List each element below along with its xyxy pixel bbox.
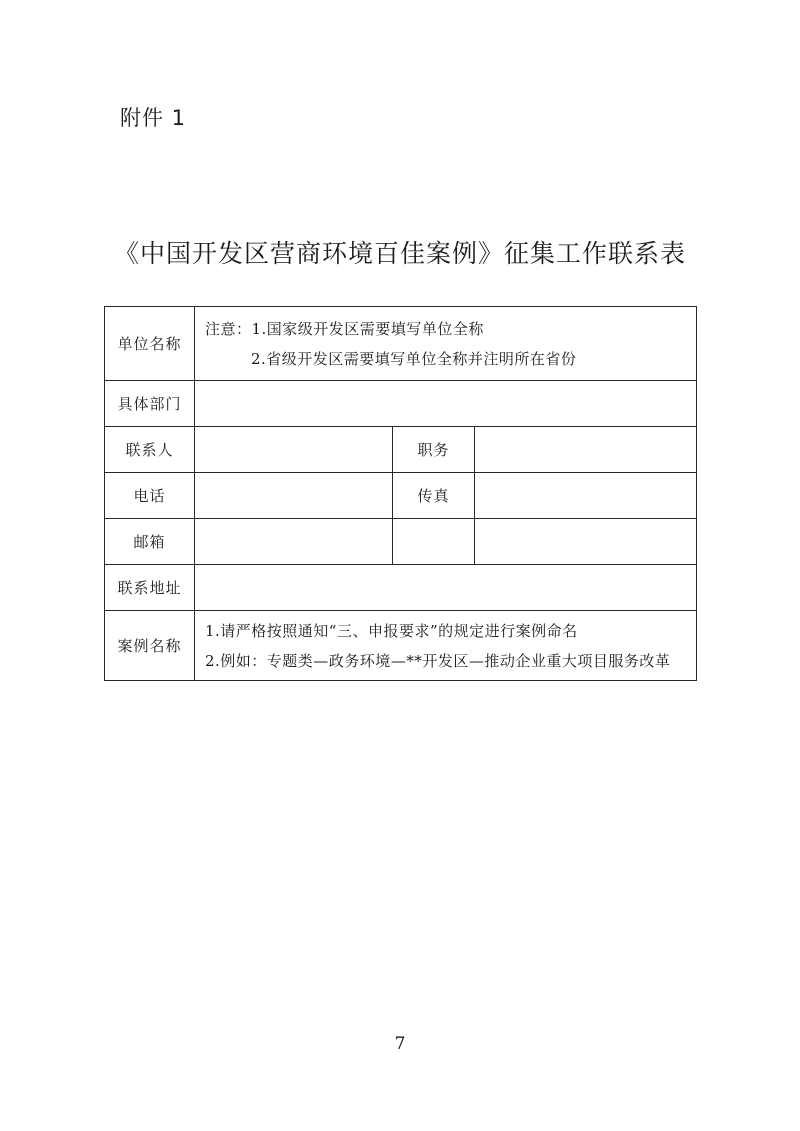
department-field[interactable] bbox=[195, 381, 697, 427]
unit-name-note-1: 注意：1.国家级开发区需要填写单位全称 bbox=[205, 319, 484, 338]
position-label: 职务 bbox=[393, 427, 475, 473]
row-department bbox=[105, 381, 697, 427]
case-name-note-1: 1.请严格按照通知“三、申报要求”的规定进行案例命名 bbox=[205, 621, 578, 640]
unit-name-note-2: 2.省级开发区需要填写单位全称并注明所在省份 bbox=[251, 349, 577, 368]
page-number: 7 bbox=[394, 1034, 406, 1054]
row-address bbox=[105, 565, 697, 611]
case-name-field[interactable] bbox=[195, 611, 697, 681]
unit-name-field[interactable] bbox=[195, 307, 697, 381]
row-phone bbox=[105, 473, 697, 519]
row-unit-name bbox=[105, 307, 697, 381]
row-case-name bbox=[105, 611, 697, 681]
attachment-label: 附件 1 bbox=[120, 106, 187, 130]
fax-field[interactable] bbox=[475, 473, 697, 519]
email-label: 邮箱 bbox=[105, 519, 195, 565]
row-email bbox=[105, 519, 697, 565]
contact-person-label: 联系人 bbox=[105, 427, 195, 473]
address-field[interactable] bbox=[195, 565, 697, 611]
department-label: 具体部门 bbox=[105, 381, 195, 427]
row-contact bbox=[105, 427, 697, 473]
email-extra-cell-1[interactable] bbox=[393, 519, 475, 565]
contact-form-table bbox=[104, 306, 697, 681]
case-name-label: 案例名称 bbox=[105, 611, 195, 681]
unit-name-label: 单位名称 bbox=[105, 307, 195, 381]
document-title: 《中国开发区营商环境百佳案例》征集工作联系表 bbox=[113, 239, 686, 268]
contact-person-field[interactable] bbox=[195, 427, 393, 473]
address-label: 联系地址 bbox=[105, 565, 195, 611]
phone-label: 电话 bbox=[105, 473, 195, 519]
email-extra-cell-2[interactable] bbox=[475, 519, 697, 565]
phone-field[interactable] bbox=[195, 473, 393, 519]
email-field[interactable] bbox=[195, 519, 393, 565]
position-field[interactable] bbox=[475, 427, 697, 473]
case-name-note-2: 2.例如：专题类—政务环境—**开发区—推动企业重大项目服务改革 bbox=[205, 651, 671, 670]
fax-label: 传真 bbox=[393, 473, 475, 519]
